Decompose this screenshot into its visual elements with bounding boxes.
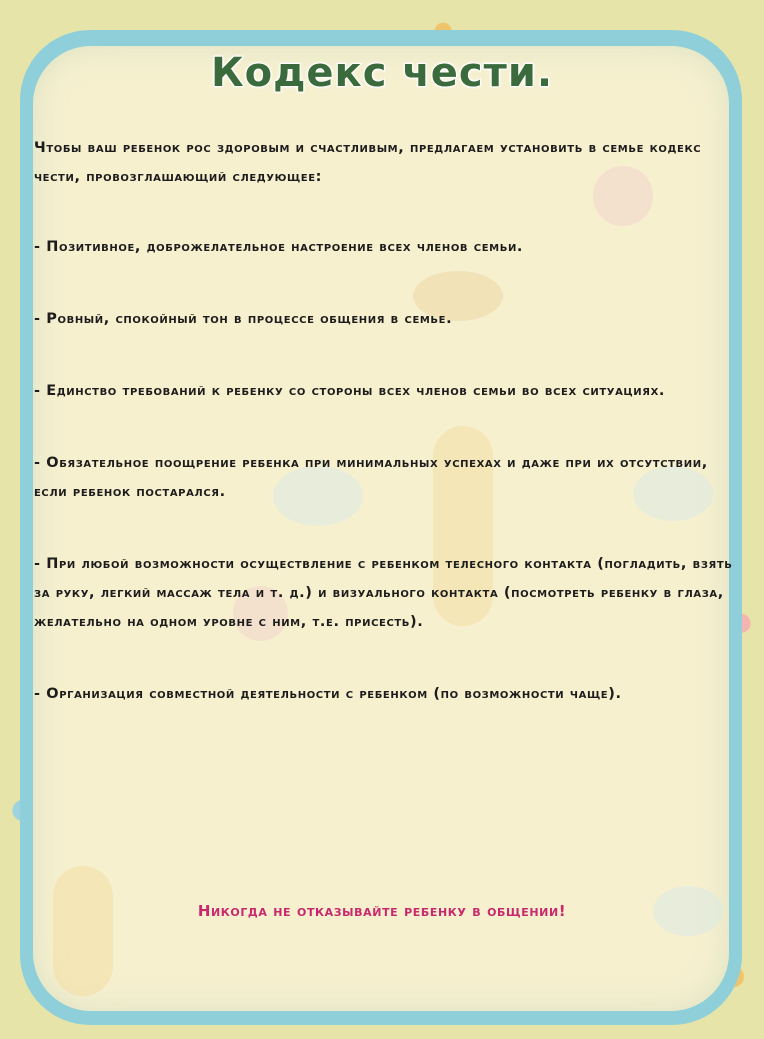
page-title: Кодекс чести. (210, 50, 554, 96)
intro-text: Чтобы ваш ребенок рос здоровым и счастливым, предлагаем установить в семье кодекс чести, провозглашающий следующее: (34, 140, 702, 185)
list-item: - Организация совместной деятельности с ребенком (по возможности чаще). (34, 686, 622, 702)
content-body (34, 134, 734, 752)
list-item: - При любой возможности осуществление с ребенком телесного контакта (погладить, взять за руку, легкий массаж тела и т. д.) и визуального контакта (посмотреть ребенку в глаза, желательно на одном уровне с ним, т.е. присесть). (34, 556, 733, 630)
footer-slogan: Никогда не отказывайте ребенку в общении! (197, 902, 567, 920)
giraffe-illustration (53, 866, 113, 996)
list-item: - Единство требований к ребенку со стороны всех членов семьи во всех ситуациях. (34, 383, 665, 399)
list-item: - Обязательное поощрение ребенка при минимальных успехах и даже при их отсутствии, если ребенок постарался. (34, 455, 708, 500)
list-item: - Ровный, спокойный тон в процессе общения в семье. (34, 311, 453, 327)
list-item: - Позитивное, доброжелательное настроение всех членов семьи. (34, 239, 524, 255)
title-container (0, 50, 764, 96)
